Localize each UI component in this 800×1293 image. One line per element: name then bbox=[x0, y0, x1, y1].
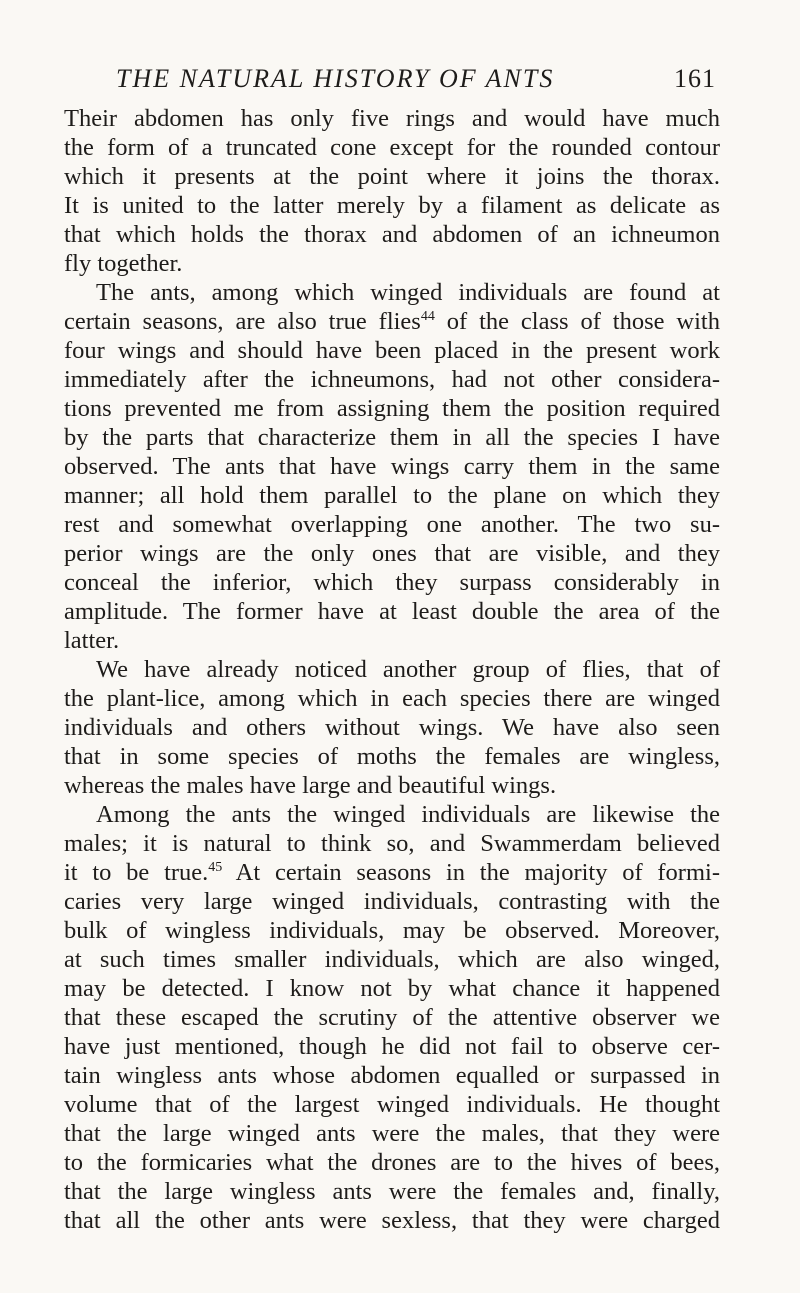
text-line: males; it is natural to think so, and Swammerdam believed bbox=[64, 830, 720, 857]
text-line: rest and somewhat overlapping one another. The two su- bbox=[64, 511, 720, 538]
text-line: tions prevented me from assigning them the position required bbox=[64, 395, 720, 422]
text-line: conceal the inferior, which they surpass considerably in bbox=[64, 569, 720, 596]
paragraph bbox=[64, 800, 720, 1235]
text-segment: certain seasons, are also true flies bbox=[64, 308, 421, 335]
page-number: 161 bbox=[674, 64, 716, 93]
text-line: the form of a truncated cone except for the rounded contour bbox=[64, 134, 720, 161]
text-line: latter. bbox=[64, 627, 120, 654]
text-line: tain wingless ants whose abdomen equalled or surpassed in bbox=[64, 1062, 720, 1089]
text-line: the plant-lice, among which in each species there are winged bbox=[64, 685, 720, 712]
text-line: We have already noticed another group of flies, that of bbox=[96, 656, 720, 683]
text-line: four wings and should have been placed in the present work bbox=[64, 337, 720, 364]
text-line: immediately after the ichneumons, had not other considera- bbox=[64, 366, 720, 393]
text-line: observed. The ants that have wings carry them in the same bbox=[64, 453, 720, 480]
text-line: manner; all hold them parallel to the plane on which they bbox=[64, 482, 720, 509]
footnote-marker: 45 bbox=[208, 860, 223, 875]
paragraph bbox=[64, 655, 720, 800]
text-line: that all the other ants were sexless, that they were charged bbox=[64, 1207, 720, 1234]
text-line: that which holds the thorax and abdomen of an ichneumon bbox=[64, 221, 720, 248]
text-line: individuals and others without wings. We have also seen bbox=[64, 714, 720, 741]
text-line: that in some species of moths the females are wingless, bbox=[64, 743, 720, 770]
text-line: that these escaped the scrutiny of the attentive observer we bbox=[64, 1004, 720, 1031]
book-page bbox=[64, 60, 720, 1235]
text-line: which it presents at the point where it joins the thorax. bbox=[64, 163, 720, 190]
text-line: at such times smaller individuals, which are also winged, bbox=[64, 946, 720, 973]
running-title: THE NATURAL HISTORY OF ANTS bbox=[116, 64, 555, 93]
text-line: caries very large winged individuals, contrasting with the bbox=[64, 888, 720, 915]
footnote-marker: 44 bbox=[420, 309, 435, 324]
text-line: may be detected. I know not by what chance it happened bbox=[64, 975, 720, 1002]
text-segment: of the class of those with bbox=[434, 308, 720, 335]
text-line: It is united to the latter merely by a filament as delicate as bbox=[64, 192, 720, 219]
text-segment: At certain seasons in the majority of formi- bbox=[222, 859, 720, 886]
text-line: perior wings are the only ones that are visible, and they bbox=[64, 540, 720, 567]
text-line: to the formicaries what the drones are to the hives of bees, bbox=[64, 1149, 720, 1176]
text-line: The ants, among which winged individuals are found at bbox=[96, 279, 720, 306]
body-text bbox=[64, 104, 720, 1235]
text-line: bulk of wingless individuals, may be observed. Moreover, bbox=[64, 917, 720, 944]
text-line: that the large wingless ants were the females and, finally, bbox=[64, 1178, 720, 1205]
text-line: fly together. bbox=[64, 250, 183, 277]
text-line: whereas the males have large and beautiful wings. bbox=[64, 772, 557, 799]
text-line bbox=[64, 858, 720, 887]
page-header bbox=[64, 60, 720, 100]
text-line: by the parts that characterize them in all the species I have bbox=[64, 424, 720, 451]
paragraph bbox=[64, 278, 720, 655]
text-line: volume that of the largest winged individuals. He thought bbox=[64, 1091, 720, 1118]
text-line: that the large winged ants were the males, that they were bbox=[64, 1120, 720, 1147]
text-line: have just mentioned, though he did not fail to observe cer- bbox=[64, 1033, 720, 1060]
text-line: Among the ants the winged individuals are likewise the bbox=[96, 801, 720, 828]
text-line: amplitude. The former have at least double the area of the bbox=[64, 598, 720, 625]
text-segment: it to be true. bbox=[64, 859, 209, 886]
text-line bbox=[64, 307, 720, 336]
paragraph bbox=[64, 104, 720, 278]
text-line: Their abdomen has only five rings and would have much bbox=[64, 105, 720, 132]
